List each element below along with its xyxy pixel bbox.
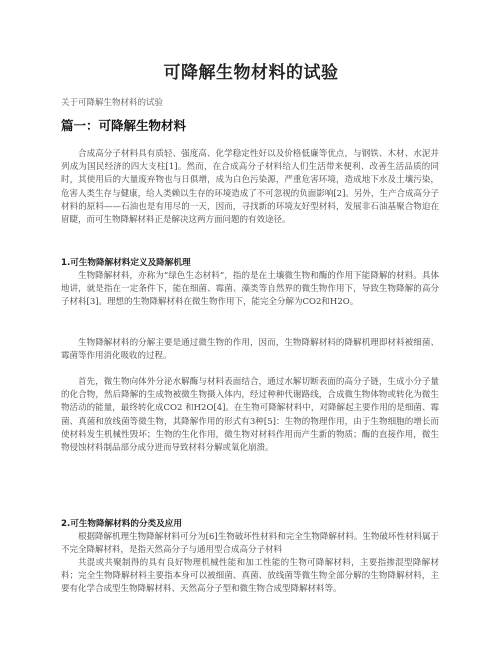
process-paragraph: 首先，微生物向体外分泌水解酶与材料表面结合，通过水解切断表面的高分子链，生成小分子量的化合物，然后降解的生成物被微生物摄入体内，经过种种代谢路线，合成微生物体物或转化为微生物活动的能量，最终转化成CO2 和H2O[4]。在生物可降解材料中，对降解起主要作用的是细菌、霉菌、真菌和放线菌等微生物，其降解作用的形式有3种[5]：生物的物理作用，由于生物细胞的增长而使材料发生机械性毁坏；生物的生化作用，微生物对材料作用而产生新的物质；酶的直接作用，微生物侵蚀材料制品部分成分进而导致材料分解或氧化崩溃。: [61, 377, 439, 454]
subsection-heading-1: 1.可生物降解材料定义及降解机理: [61, 258, 191, 268]
mechanism-paragraph: 生物降解材料的分解主要是通过微生物的作用，因而，生物降解材料的降解机理即材料被细菌、霉菌等作用消化吸收的过程。: [61, 338, 439, 362]
definition-paragraph: 生物降解材料，亦称为“绿色生态材料”，指的是在土壤微生物和酶的作用下能降解的材料。具体地讲，就是指在一定条件下，能在细菌、霉菌、藻类等自然界的微生物作用下，导致生物降解的高分子材料[3]。理想的生物降解材料在微生物作用下，能完全分解为CO2和H2O。: [61, 271, 439, 308]
application-paragraph: 共混或共聚制得的具有良好物理机械性能和加工性能的生物可降解材料，主要指掺混型降解材料；完全生物降解材料主要指本身可以被细菌、真菌、放线菌等微生物全部分解的生物降解材料，主要有化学合成型生物降解材料、天然高分子型和微生物合成型降解材料等。: [61, 558, 439, 595]
intro-paragraph: 合成高分子材料具有质轻、强度高、化学稳定性好以及价格低廉等优点，与钢铁、木材、水泥并列成为国民经济的四大支柱[1]。然而，在合成高分子材料给人们生活带来便利、改善生活品质的同时，其使用后的大量废弃物也与日俱增，成为白色污染源，严重危害环境，造成地下水及土壤污染，危害人类生存与健康，给人类赖以生存的环境造成了不可忽视的负面影响[2]。另外，生产合成高分子材料的原料——石油也是有用尽的一天，因而，寻找新的环境友好型材料，发展非石油基聚合物迫在眉睫，而可生物降解材料正是解决这两方面问题的有效途径。: [61, 149, 439, 226]
classification-paragraph: 根据降解机理生物降解材料可分为[6]生物破坏性材料和完全生物降解材料。生物破坏性材料属于不完全降解材料，是指天然高分子与通用型合成高分子材料: [61, 532, 439, 556]
document-title: 可降解生物材料的试验: [163, 63, 339, 83]
section-heading: 篇一：可降解生物材料: [61, 118, 187, 133]
subsection-heading-2: 2.可生物降解材料的分类及应用: [61, 519, 182, 529]
document-subtitle: 关于可降解生物材料的试验: [61, 98, 164, 108]
